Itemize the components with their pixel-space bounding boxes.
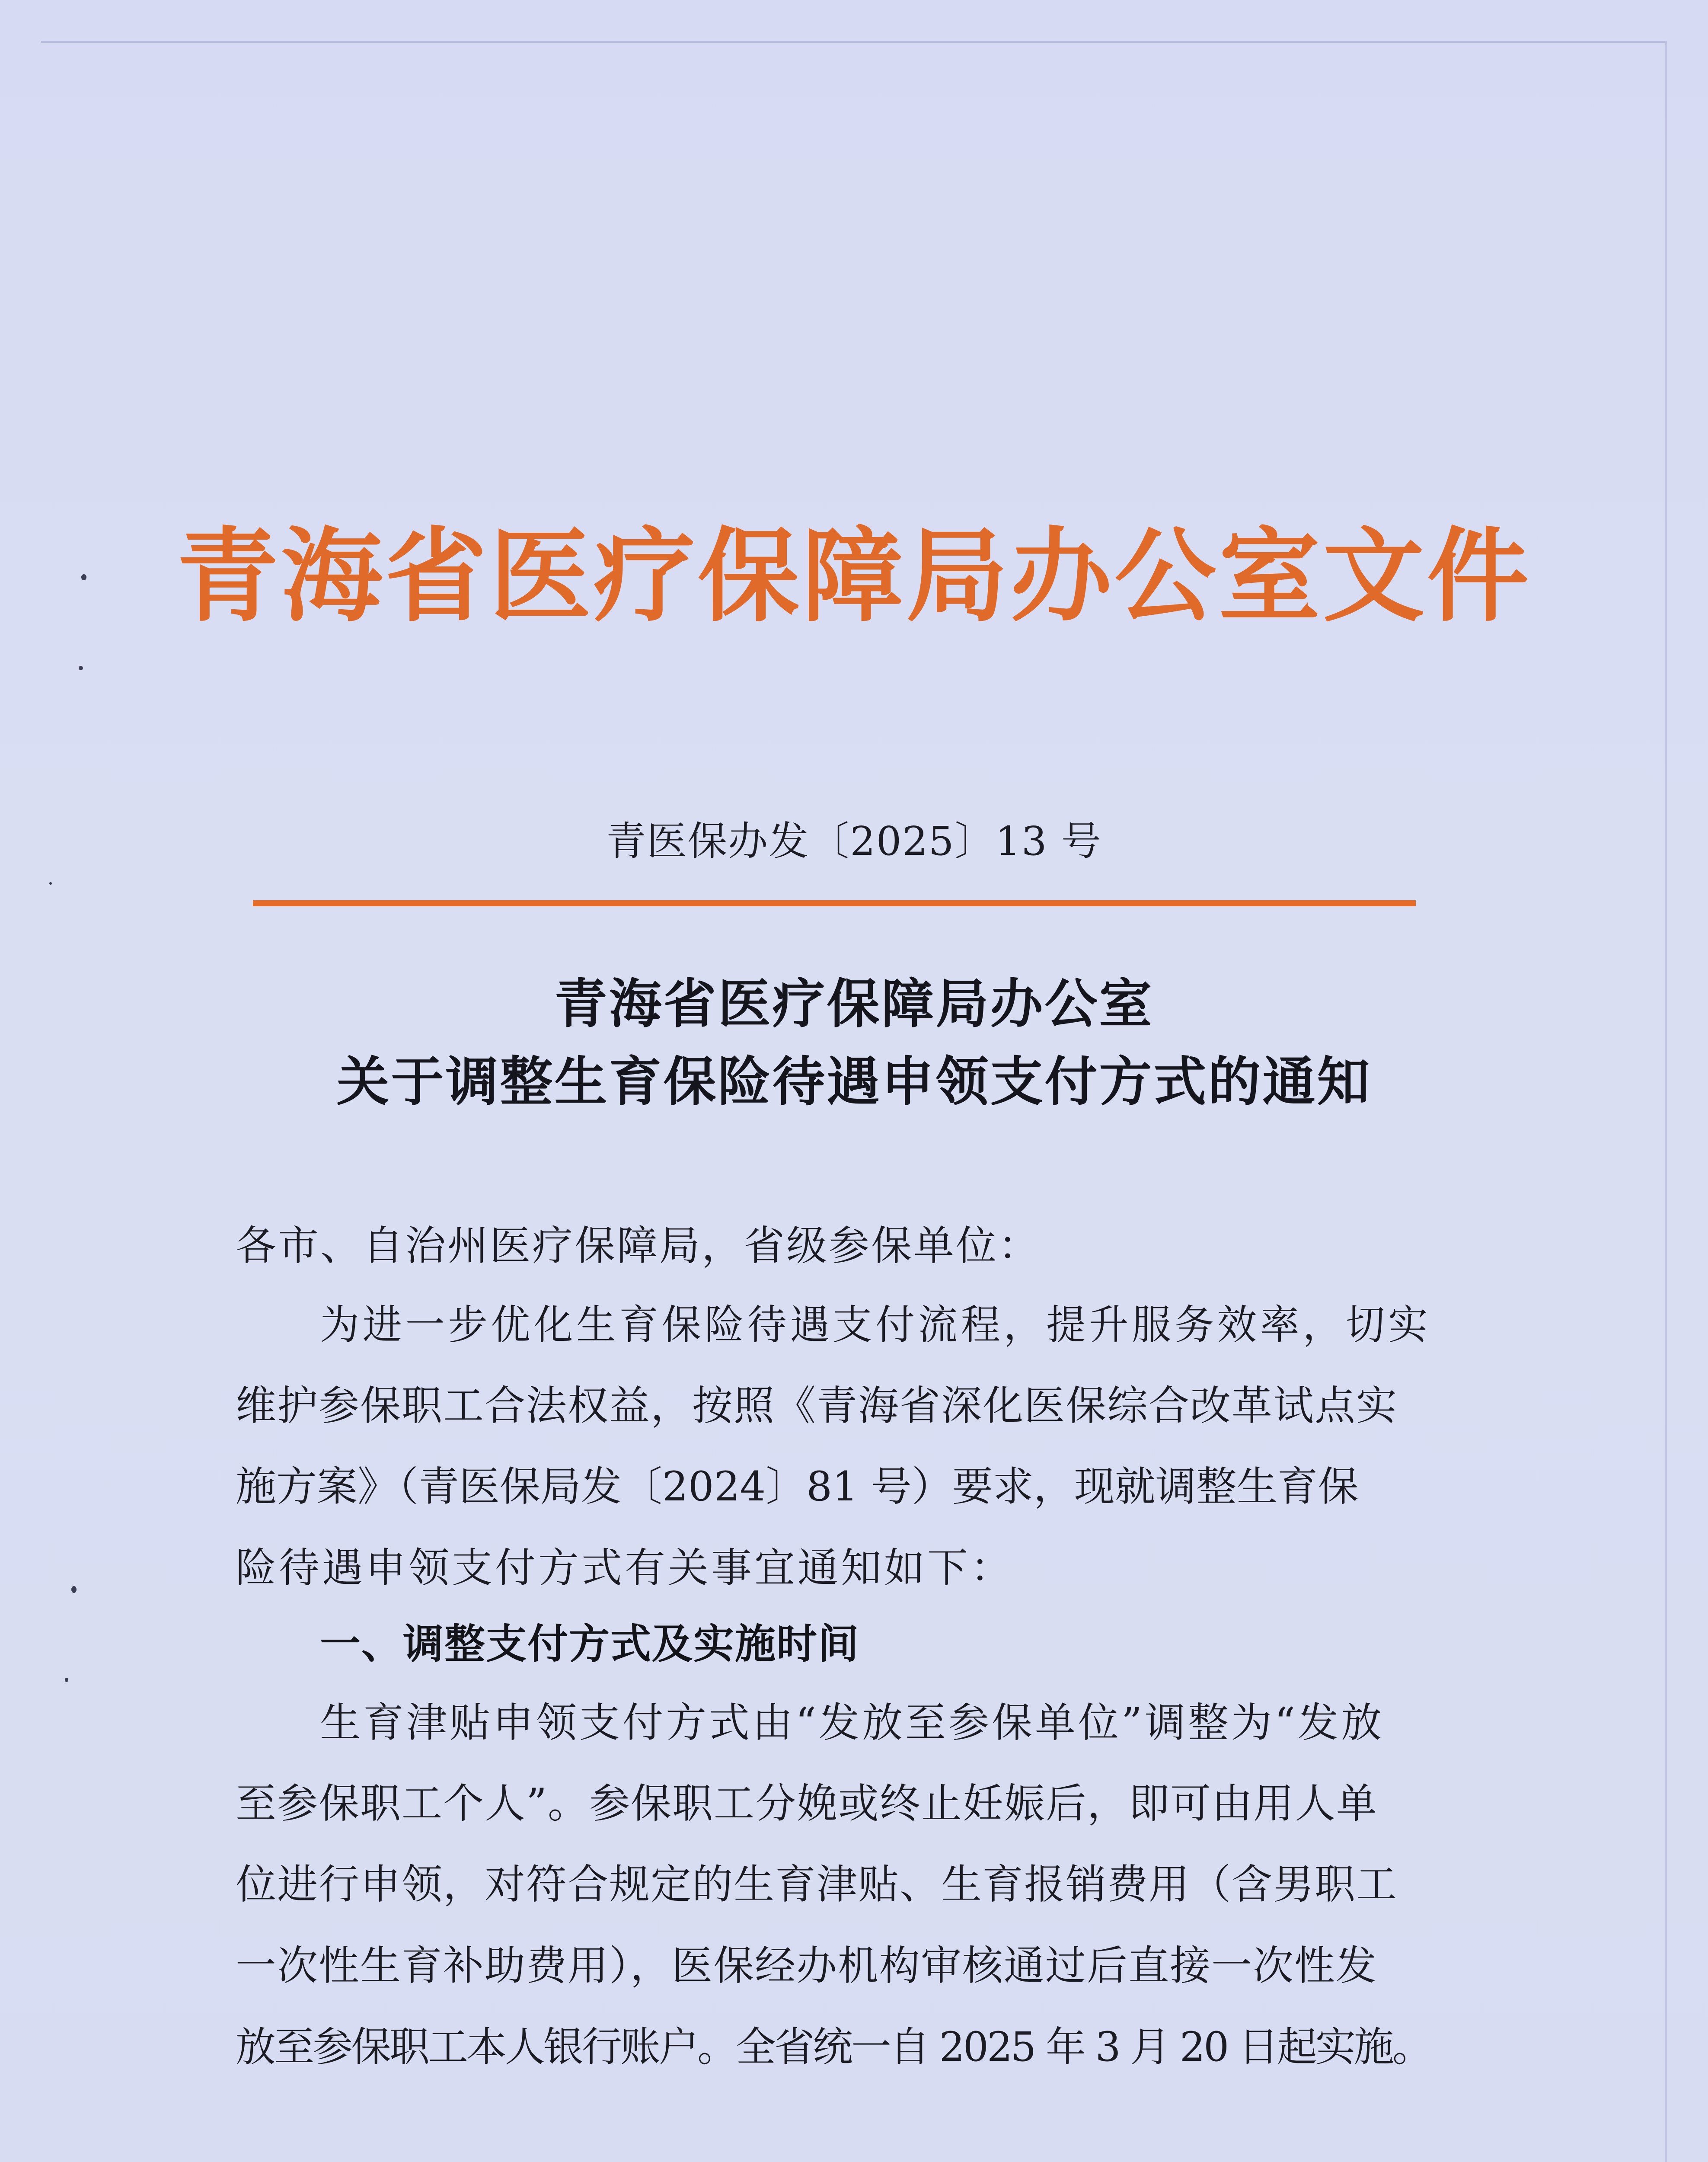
- intro-line: 为进一步优化生育保险待遇支付流程，提升服务效率，切实: [320, 1302, 1431, 1349]
- notice-title-line-2: 关于调整生育保险待遇申领支付方式的通知: [336, 1050, 1372, 1113]
- scan-speck: [79, 666, 83, 670]
- intro-line: 险待遇申领支付方式有关事宜通知如下：: [236, 1545, 1014, 1592]
- section1-line: 至参保职工个人”。参保职工分娩或终止妊娠后，即可由用人单: [236, 1780, 1378, 1827]
- salutation: 各市、自治州医疗保障局，省级参保单位：: [236, 1222, 1041, 1270]
- scan-speck: [65, 1678, 68, 1682]
- notice-title-line-1: 青海省医疗保障局办公室: [554, 972, 1154, 1035]
- scan-speck: [71, 1586, 77, 1593]
- section1-line: 位进行申领，对符合规定的生育津贴、生育报销费用（含男职工: [236, 1861, 1398, 1908]
- document-number: 青医保办发〔2025〕13 号: [606, 818, 1102, 864]
- intro-line: 维护参保职工合法权益，按照《青海省深化医保综合改革试点实: [236, 1382, 1398, 1430]
- section1-line: 一次性生育补助费用），医保经办机构审核通过后直接一次性发: [236, 1942, 1378, 1989]
- section1-line: 生育津贴申领支付方式由“发放至参保单位”调整为“发放: [320, 1699, 1385, 1746]
- red-separator-line: [253, 900, 1416, 906]
- scan-speck: [49, 882, 52, 885]
- scan-edge-top: [41, 41, 1666, 43]
- section1-line: 放至参保职工本人银行账户。全省统一自 2025 年 3 月 20 日起实施。: [236, 2024, 1431, 2071]
- section-heading-1: 一、调整支付方式及实施时间: [320, 1621, 860, 1668]
- intro-line: 施方案》（青医保局发〔2024〕81 号）要求，现就调整生育保: [236, 1463, 1359, 1510]
- issuer-header: 青海省医疗保障局办公室文件: [177, 516, 1531, 636]
